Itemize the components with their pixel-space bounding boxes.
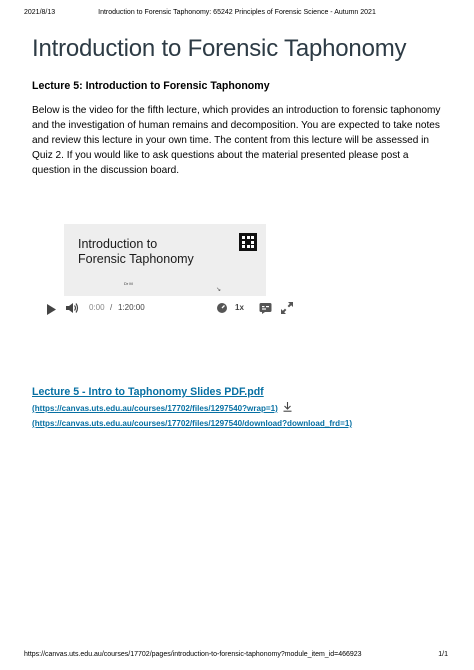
preview-url-link[interactable]: (https://canvas.uts.edu.au/courses/17702/files/1297540?wrap=1): [32, 404, 278, 413]
play-icon[interactable]: [46, 302, 56, 320]
poster-title: [78, 237, 194, 267]
print-page-title: Introduction to Forensic Taphonomy: 65242 Principles of Forensic Science - Autumn 2021: [98, 9, 376, 16]
download-icon[interactable]: [283, 402, 292, 416]
speed-icon[interactable]: [216, 301, 228, 319]
lecture-description: Below is the video for the fifth lecture, which provides an introduction to forensic taphonomy and the investigation of human remains and decomposition. You are expected to take notes and review this lecture in your own time. The content from this lecture will be assessed in Quiz 2. If you would like to ask questions about the material presented please post a question in the discussion board.: [32, 105, 441, 176]
poster-title-line1: Introduction to: [78, 237, 158, 251]
cursor-icon: ↘: [216, 287, 222, 293]
volume-icon[interactable]: [66, 301, 79, 319]
print-page-number: 1/1: [438, 651, 448, 658]
lecture-heading: Lecture 5: Introduction to Forensic Taphonomy: [32, 80, 270, 92]
uts-logo: [239, 233, 257, 251]
poster-title-line2: Forensic Taphonomy: [78, 252, 194, 266]
video-poster[interactable]: [64, 224, 266, 296]
download-url-link[interactable]: (https://canvas.uts.edu.au/courses/17702/files/1297540/download?download_frd=1): [32, 419, 353, 428]
download-url-line: [32, 418, 442, 430]
page-content: [32, 34, 442, 178]
poster-byline: Dr M: [124, 281, 133, 286]
current-time: 0:00: [89, 303, 105, 312]
video-player[interactable]: [34, 224, 304, 320]
print-header: [0, 9, 474, 21]
fullscreen-icon[interactable]: [281, 301, 293, 319]
page-title: Introduction to Forensic Taphonomy: [32, 35, 407, 62]
slides-pdf-link[interactable]: Lecture 5 - Intro to Taphonomy Slides PDF.pdf: [32, 386, 264, 398]
time-separator: /: [110, 303, 113, 312]
duration: 1:20:00: [118, 303, 145, 312]
print-url: https://canvas.uts.edu.au/courses/17702/pages/introduction-to-forensic-taphonomy?module_item_id=466923: [24, 651, 362, 658]
video-controls: [34, 296, 304, 318]
playback-rate-button[interactable]: 1x: [235, 303, 244, 312]
print-date: 2021/8/13: [24, 9, 56, 16]
captions-icon[interactable]: [259, 301, 272, 319]
preview-url-line: [32, 402, 442, 416]
attachment-section: [32, 382, 442, 430]
print-footer: [0, 651, 474, 663]
